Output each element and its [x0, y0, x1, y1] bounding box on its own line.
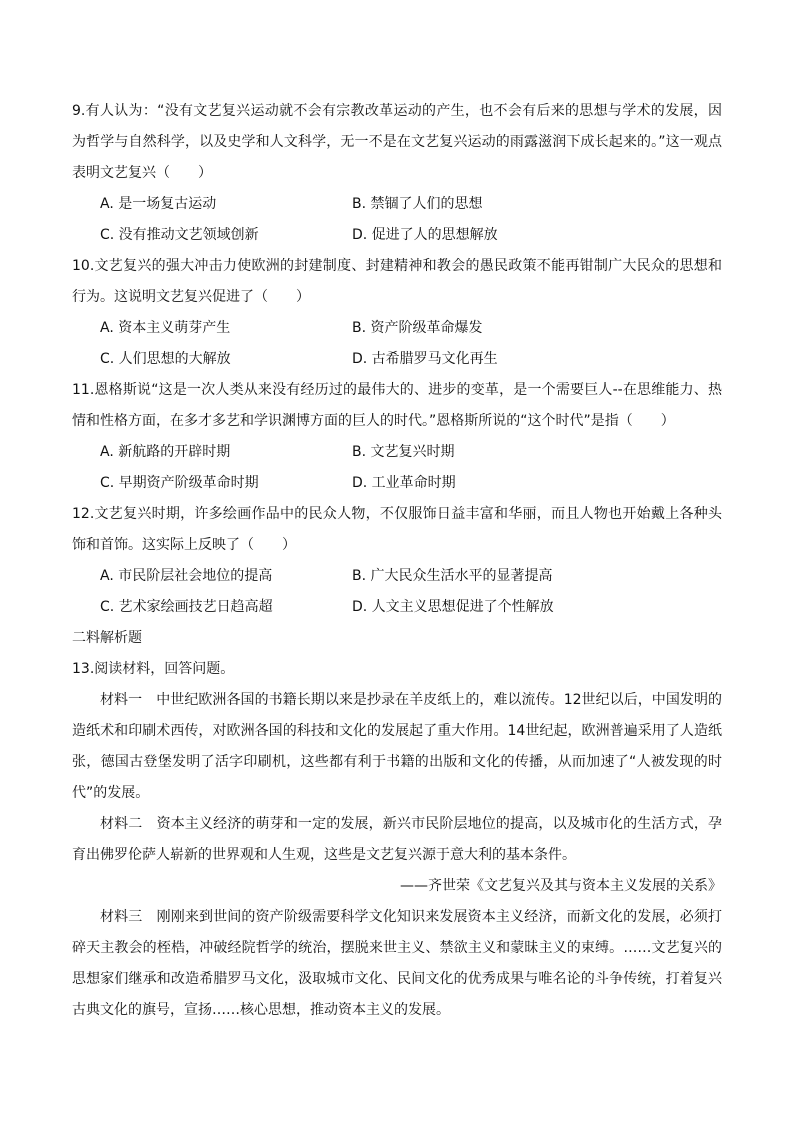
material-label: 材料一: [100, 692, 143, 708]
material-3: [72, 902, 722, 1026]
option-b[interactable]: B. 文艺复兴时期: [352, 444, 455, 460]
material-label: 材料二: [100, 816, 143, 832]
option-c[interactable]: C. 人们思想的大解放: [100, 351, 231, 367]
question-number: 10.: [72, 258, 95, 274]
material-label: 材料三: [100, 909, 143, 925]
option-c[interactable]: C. 没有推动文艺领域创新: [100, 227, 259, 243]
material-text: 资本主义经济的萌芽和一定的发展，新兴市民阶层地位的提高，以及城市化的生活方式，孕育出佛罗伦萨人崭新的世界观和人生观，这些是文艺复兴源于意大利的基本条件。: [72, 816, 723, 863]
option-a[interactable]: A. 资本主义萌芽产生: [100, 320, 231, 336]
material-source: ——齐世荣《文艺复兴及其与资本主义发展的关系》: [400, 878, 722, 894]
question-10-options-row-2: [72, 344, 722, 375]
option-c[interactable]: C. 艺术家绘画技艺日趋高超: [100, 599, 273, 615]
question-text: 文艺复兴时期，许多绘画作品中的民众人物，不仅服饰日益丰富和华丽，而且人物也开始戴上各种头饰和首饰。这实际上反映了（ ）: [72, 506, 722, 553]
question-number: 9.: [72, 103, 86, 119]
option-a[interactable]: A. 新航路的开辟时期: [100, 444, 231, 460]
question-11-stem: [72, 375, 722, 437]
question-9-options-row-1: [72, 189, 722, 220]
question-12-options-row-1: [72, 561, 722, 592]
question-number: 11.: [72, 382, 95, 398]
section-title: 二料解析题: [72, 630, 142, 646]
question-11-options-row-1: [72, 437, 722, 468]
question-11-options-row-2: [72, 468, 722, 499]
material-text: 刚刚来到世间的资产阶级需要科学文化知识来发展资本主义经济，而新文化的发展，必须打碎天主教会的桎梏，冲破经院哲学的统治，摆脱来世主义、禁欲主义和蒙昧主义的束缚。……文艺复兴的思想家们继承和改造希腊罗马文化，汲取城市文化、民间文化的优秀成果与唯名论的斗争传统，打着复兴古典文化的旗号，宣扬……核心思想，推动资本主义的发展。: [72, 909, 723, 1018]
material-2: [72, 809, 722, 871]
question-12-stem: [72, 499, 722, 561]
material-1: [72, 685, 722, 809]
question-9-options-row-2: [72, 220, 722, 251]
option-b[interactable]: B. 禁锢了人们的思想: [352, 196, 483, 212]
question-text: 文艺复兴的强大冲击力使欧洲的封建制度、封建精神和教会的愚民政策不能再钳制广大民众的思想和行为。这说明文艺复兴促进了（ ）: [72, 258, 722, 305]
option-a[interactable]: A. 是一场复古运动: [100, 196, 217, 212]
question-9-stem: [72, 96, 722, 189]
question-text: 恩格斯说“这是一次人类从来没有经历过的最伟大的、进步的变革，是一个需要巨人--在思维能力、热情和性格方面，在多才多艺和学识渊博方面的巨人的时代。”恩格斯所说的“这个时代”是指（ ）: [72, 382, 722, 429]
question-10-options-row-1: [72, 313, 722, 344]
option-b[interactable]: B. 广大民众生活水平的显著提高: [352, 568, 553, 584]
question-10-stem: [72, 251, 722, 313]
material-text: 中世纪欧洲各国的书籍长期以来是抄录在羊皮纸上的，难以流传。12世纪以后，中国发明的造纸术和印刷术西传，对欧洲各国的科技和文化的发展起了重大作用。14世纪起，欧洲普遍采用了人造纸张，德国古登堡发明了活字印刷机，这些都有利于书籍的出版和文化的传播，从而加速了“人被发现的时代”的发展。: [72, 692, 723, 801]
question-12-options-row-2: [72, 592, 722, 623]
option-c[interactable]: C. 早期资产阶级革命时期: [100, 475, 259, 491]
option-d[interactable]: D. 古希腊罗马文化再生: [352, 351, 498, 367]
question-text: 有人认为：“没有文艺复兴运动就不会有宗教改革运动的产生，也不会有后来的思想与学术的发展，因为哲学与自然科学，以及史学和人文科学，无一不是在文艺复兴运动的雨露滋润下成长起来的。”这一观点表明文艺复兴（ ）: [72, 103, 722, 181]
option-d[interactable]: D. 促进了人的思想解放: [352, 227, 498, 243]
question-number: 12.: [72, 506, 95, 522]
option-d[interactable]: D. 工业革命时期: [352, 475, 456, 491]
option-a[interactable]: A. 市民阶层社会地位的提高: [100, 568, 273, 584]
page-content: [72, 96, 722, 1026]
option-b[interactable]: B. 资产阶级革命爆发: [352, 320, 483, 336]
option-d[interactable]: D. 人文主义思想促进了个性解放: [352, 599, 554, 615]
question-13-intro: 13.阅读材料，回答问题。: [72, 661, 235, 677]
